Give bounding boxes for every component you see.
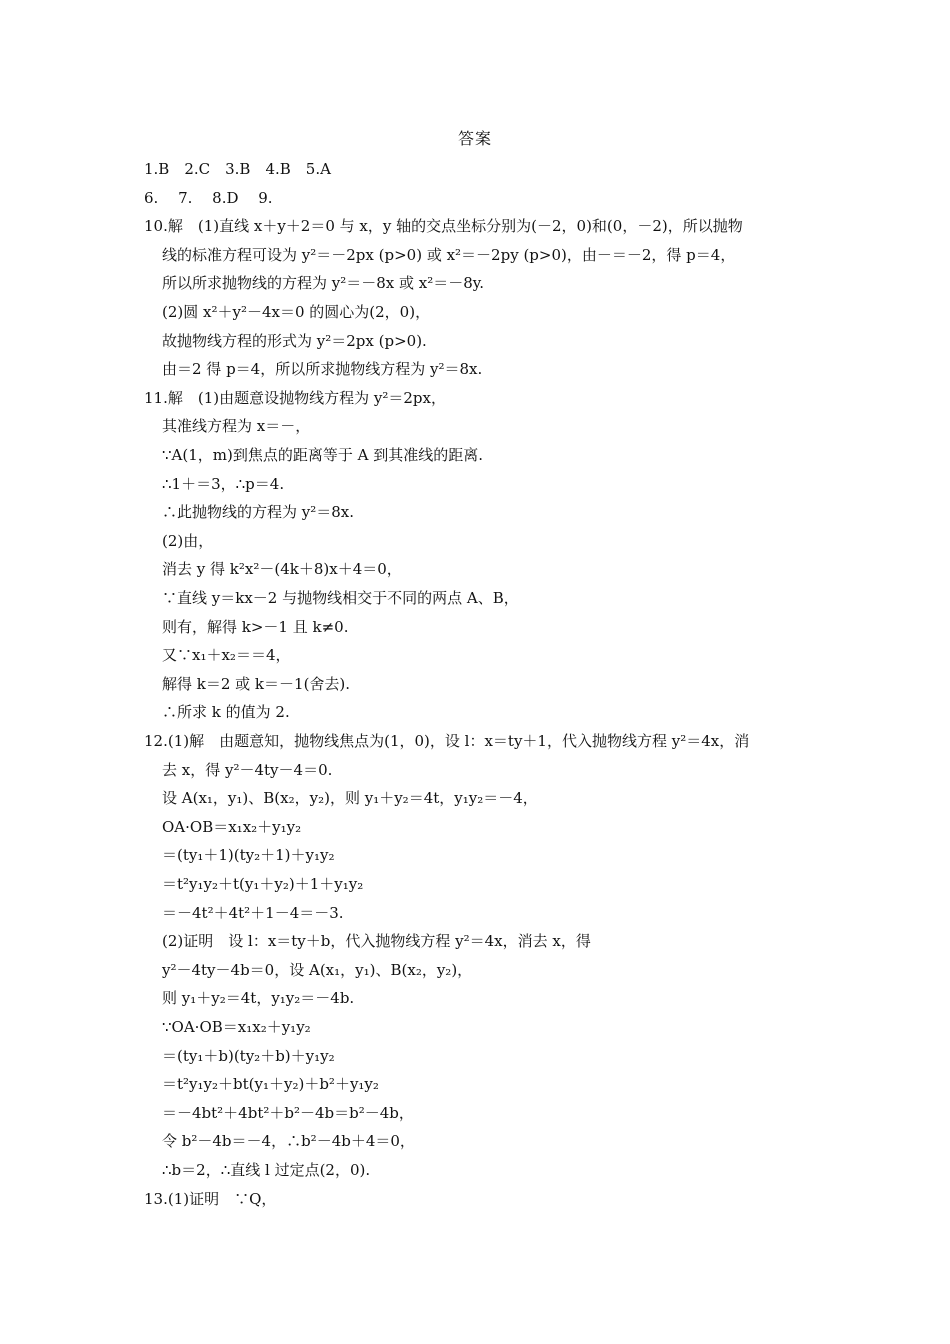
answer-line: 设 A(x₁，y₁)、B(x₂，y₂)，则 y₁＋y₂＝4t，y₁y₂＝－4，: [162, 789, 538, 807]
answer-line: ＝t²y₁y₂＋bt(y₁＋y₂)＋b²＋y₁y₂: [162, 1075, 379, 1093]
answer-line: ＝(ty₁＋b)(ty₂＋b)＋y₁y₂: [162, 1047, 335, 1065]
answer-line: (2)圆 x²＋y²－4x＝0 的圆心为(2，0)，: [162, 303, 431, 321]
answer-line: ∵OA·OB＝x₁x₂＋y₁y₂: [162, 1018, 311, 1036]
answer-line: 去 x，得 y²－4ty－4＝0.: [162, 761, 333, 779]
answer-line: ∴此抛物线的方程为 y²＝8x.: [162, 503, 355, 521]
answer-line: 故抛物线方程的形式为 y²＝2px (p>0).: [162, 332, 427, 350]
answer-line: (2)证明 设 l：x＝ty＋b，代入抛物线方程 y²＝4x，消去 x，得: [162, 932, 591, 950]
answer-line: y²－4ty－4b＝0，设 A(x₁，y₁)、B(x₂，y₂)，: [162, 961, 473, 979]
answer-line: ∴1＋＝3，∴p＝4.: [162, 475, 285, 493]
answer-line: 则 y₁＋y₂＝4t，y₁y₂＝－4b.: [162, 989, 355, 1007]
answer-line: (2)由，: [162, 532, 214, 550]
answer-line: OA·OB＝x₁x₂＋y₁y₂: [162, 818, 302, 836]
answer-line: 1.B 2.C 3.B 4.B 5.A: [144, 160, 331, 178]
answer-line: ＝－4bt²＋4bt²＋b²－4b＝b²－4b，: [162, 1104, 414, 1122]
answer-line: ＝t²y₁y₂＋t(y₁＋y₂)＋1＋y₁y₂: [162, 875, 364, 893]
answer-line: 其准线方程为 x＝－，: [162, 417, 311, 435]
answer-line: 线的标准方程可设为 y²＝－2px (p>0) 或 x²＝－2py (p>0)，由－＝－2，得 p＝4，: [162, 246, 736, 264]
answer-line: ∵直线 y＝kx－2 与抛物线相交于不同的两点 A、B，: [162, 589, 519, 607]
answer-line: 令 b²－4b＝－4，∴b²－4b＋4＝0，: [162, 1132, 415, 1150]
answer-line: 11.解 (1)由题意设抛物线方程为 y²＝2px，: [144, 389, 446, 407]
answer-line: 消去 y 得 k²x²－(4k＋8)x＋4＝0，: [162, 560, 402, 578]
answer-line: 13.(1)证明 ∵Q，: [144, 1190, 277, 1208]
answer-line: 10.解 (1)直线 x＋y＋2＝0 与 x，y 轴的交点坐标分别为(－2，0)和(0，－2)，所以抛物: [144, 217, 743, 235]
answer-line: 所以所求抛物线的方程为 y²＝－8x 或 x²＝－8y.: [162, 274, 485, 292]
answer-line: ∴b＝2，∴直线 l 过定点(2，0).: [162, 1161, 371, 1179]
answer-line: 12.(1)解 由题意知，抛物线焦点为(1，0)，设 l：x＝ty＋1，代入抛物线方程 y²＝4x，消: [144, 732, 750, 750]
answer-line: 又∵x₁＋x₂＝＝4，: [162, 646, 291, 664]
answer-line: ＝－4t²＋4t²＋1－4＝－3.: [162, 904, 344, 922]
answer-line: 6. 7. 8.D 9.: [144, 189, 273, 207]
answer-line: ＝(ty₁＋1)(ty₂＋1)＋y₁y₂: [162, 846, 335, 864]
answer-line: 由＝2 得 p＝4，所以所求抛物线方程为 y²＝8x.: [162, 360, 483, 378]
answer-line: 则有，解得 k>－1 且 k≠0.: [162, 618, 349, 636]
answer-line: ∴所求 k 的值为 2.: [162, 703, 290, 721]
answer-line: 解得 k＝2 或 k＝－1(舍去).: [162, 675, 351, 693]
answer-line: ∵A(1，m)到焦点的距离等于 A 到其准线的距离.: [162, 446, 483, 464]
page-title: 答案: [457, 129, 492, 148]
